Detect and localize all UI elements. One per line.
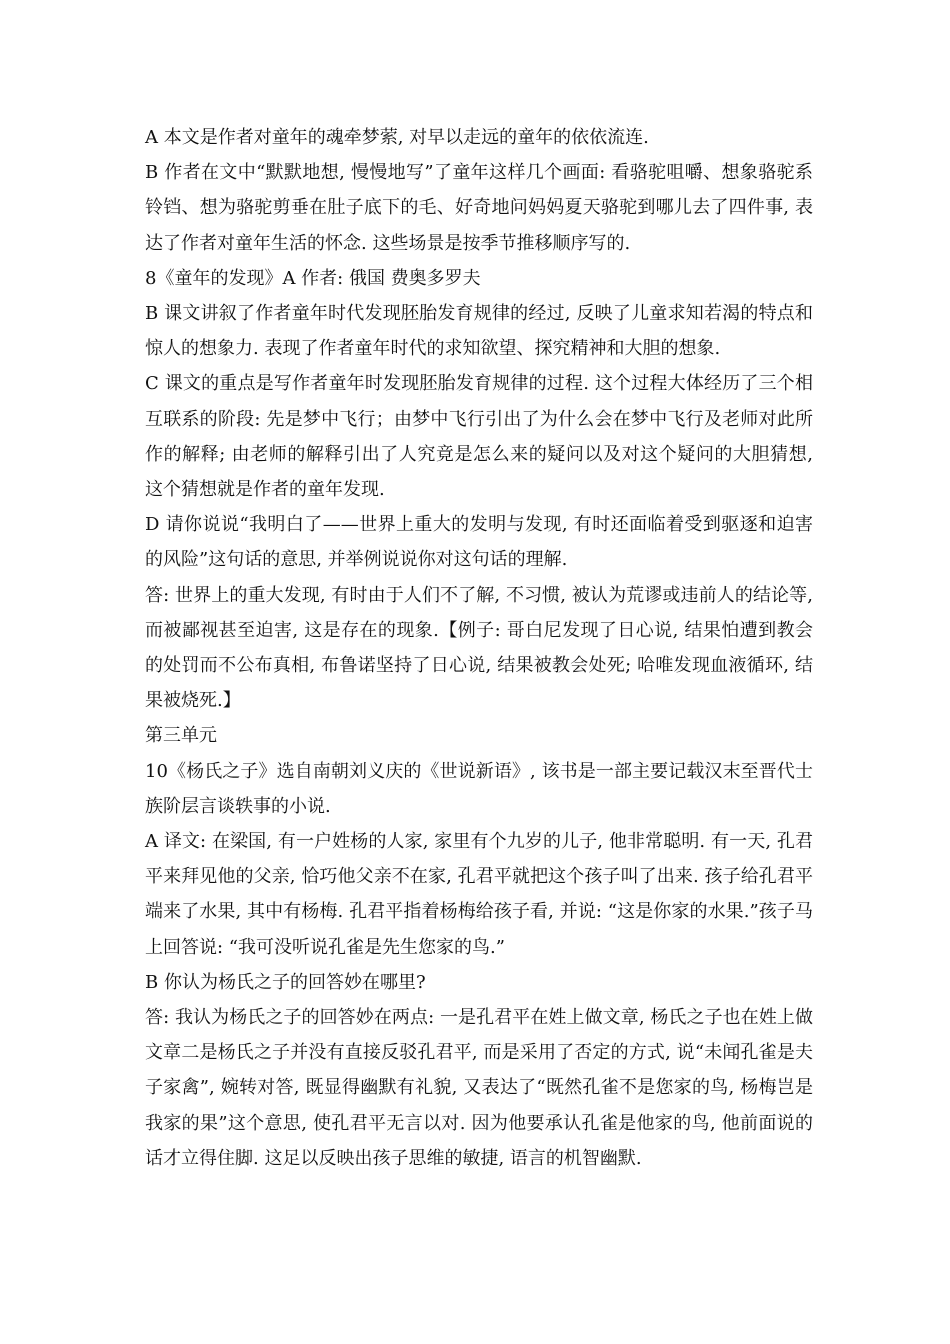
answer-lesson-10-b: 答: 我认为杨氏之子的回答妙在两点: 一是孔君平在姓上做文章, 杨氏之子也在姓上做文章二是杨氏之子并没有直接反驳孔君平, 而是采用了否定的方式, 说“未闻孔雀是夫子家禽”, 婉转对答, 既显得幽默有礼貌, 又表达了“既然孔雀不是您家的鸟, 杨梅岂是我家的果”这个意思, 使孔君平无言以对. 因为他要承认孔雀是他家的鸟, 他前面说的话才立得住脚. 这足以反映出孩子思维的敏捷, 语言的机智幽默.	[145, 1007, 813, 1169]
lesson-8-heading: 8《童年的发现》A 作者: 俄国 费奥多罗夫	[145, 267, 481, 289]
question-lesson-10-b: B 你认为杨氏之子的回答妙在哪里?	[145, 971, 426, 993]
document-page	[145, 120, 813, 1176]
paragraph-intro-a: A 本文是作者对童年的魂牵梦萦, 对早以走远的童年的依依流连.	[145, 127, 649, 148]
answer-lesson-8-d: 答: 世界上的重大发现, 有时由于人们不了解, 不习惯, 被认为荒谬或违前人的结论等, 而被鄙视甚至迫害, 这是存在的现象.【例子: 哥白尼发现了日心说, 结果怕遭到教会的处罚而不公布真相, 布鲁诺坚持了日心说, 结果被教会处死; 哈唯发现血液循环, 结果被烧死.】	[145, 584, 813, 712]
paragraph-lesson-8-c: C 课文的重点是写作者童年时发现胚胎发育规律的过程. 这个过程大体经历了三个相互联系的阶段: 先是梦中飞行；由梦中飞行引出了为什么会在梦中飞行及老师对此所作的解释; 由老师的解释引出了人究竟是怎么来的疑问以及对这个疑问的大胆猜想, 这个猜想就是作者的童年发现.	[145, 373, 813, 501]
unit-3-heading: 第三单元	[145, 725, 217, 747]
question-lesson-8-d: D 请你说说“我明白了——世界上重大的发明与发现, 有时还面临着受到驱逐和迫害的风险”这句话的意思, 并举例说说你对这句话的理解.	[145, 514, 813, 571]
lesson-10-heading: 10《杨氏之子》选自南朝刘义庆的《世说新语》, 该书是一部主要记载汉末至晋代士族阶层言谈轶事的小说.	[145, 760, 813, 817]
paragraph-lesson-10-translation: A 译文: 在梁国, 有一户姓杨的人家, 家里有个九岁的儿子, 他非常聪明. 有一天, 孔君平来拜见他的父亲, 恰巧他父亲不在家, 孔君平就把这个孩子叫了出来. 孩子给孔君平端来了水果, 其中有杨梅. 孔君平指着杨梅给孩子看, 并说: “这是你家的水果.”孩子马上回答说: “我可没听说孔雀是先生您家的鸟.”	[145, 831, 813, 958]
paragraph-lesson-8-b: B 课文讲叙了作者童年时代发现胚胎发育规律的经过, 反映了儿童求知若渴的特点和惊人的想象力. 表现了作者童年时代的求知欲望、探究精神和大胆的想象.	[145, 303, 813, 360]
paragraph-intro-b: B 作者在文中“默默地想, 慢慢地写”了童年这样几个画面: 看骆驼咀嚼、想象骆驼系铃铛、想为骆驼剪垂在肚子底下的毛、好奇地问妈妈夏天骆驼到哪儿去了四件事, 表达了作者对童年生活的怀念. 这些场景是按季节推移顺序写的.	[145, 162, 813, 254]
